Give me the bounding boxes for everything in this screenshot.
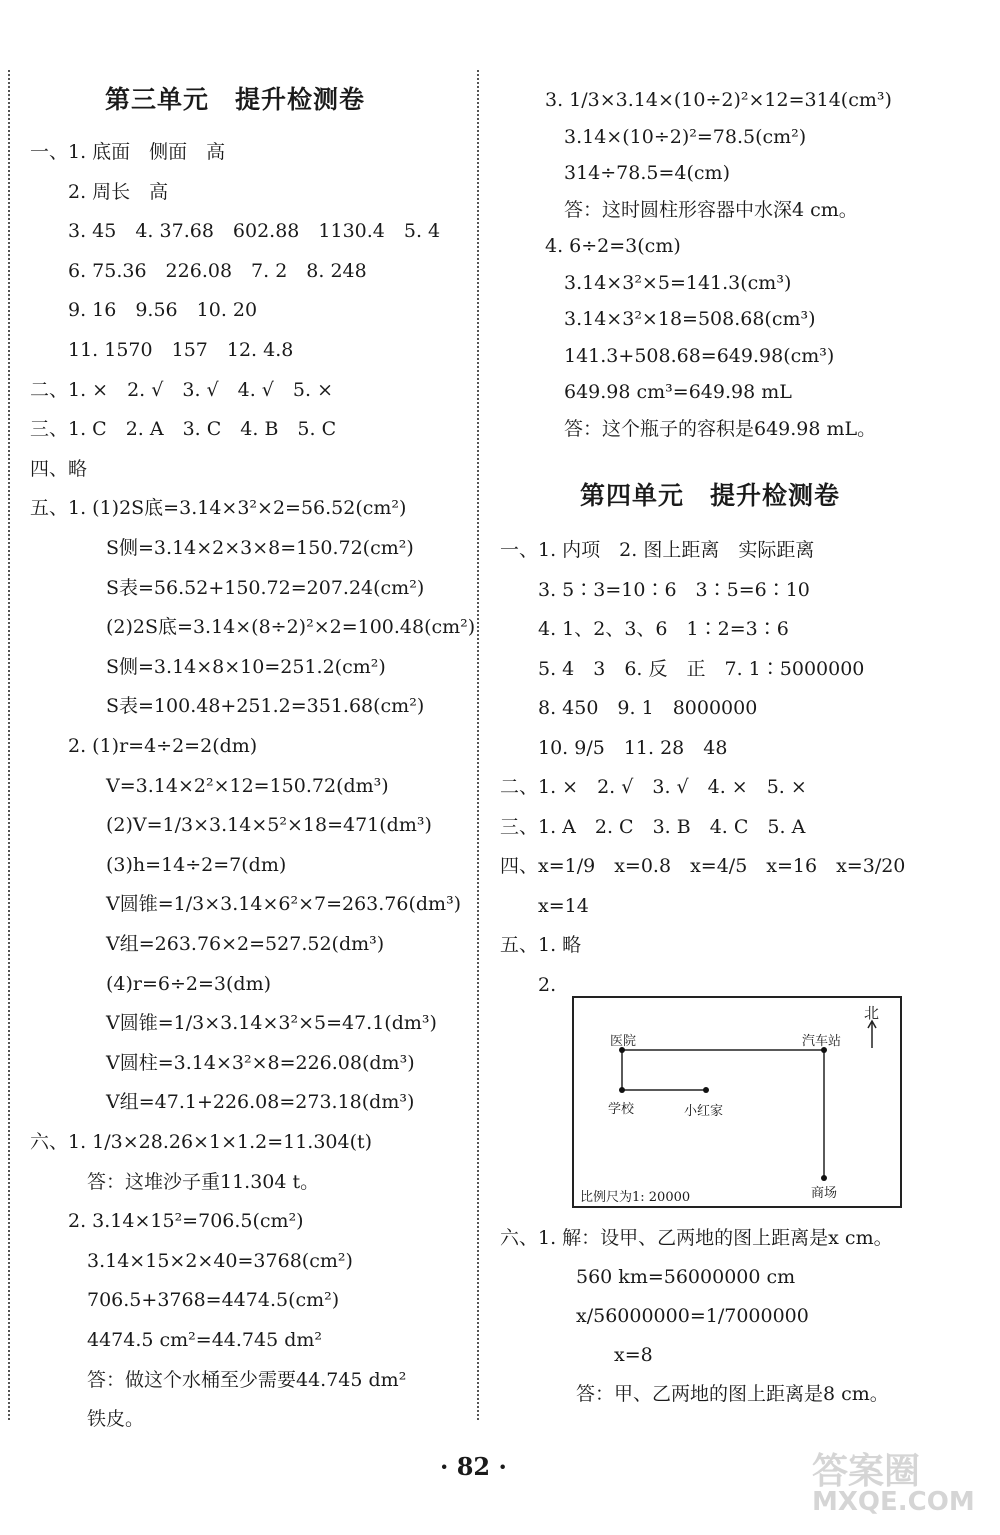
answer-line: V圆柱=3.14×3²×8=226.08(dm³)	[30, 1051, 415, 1074]
answer-line: S侧=3.14×8×10=251.2(cm²)	[30, 655, 386, 678]
answer-line: S表=100.48+251.2=351.68(cm²)	[30, 695, 425, 718]
answer-line: 答：做这个水桶至少需要44.745 dm²	[30, 1368, 407, 1391]
answer-line: 4. 6÷2=3(cm)	[545, 235, 681, 257]
answer-line: 2. (1)r=4÷2=2(dm)	[30, 735, 258, 757]
answer-line: 6. 75.36 226.08 7. 2 8. 248	[30, 259, 367, 282]
answer-line: 3. 45 4. 37.68 602.88 1130.4 5. 4	[30, 220, 441, 243]
answer-line: 2.	[500, 973, 557, 996]
market-label: 商场	[811, 1186, 838, 1201]
answer-line: (3)h=14÷2=7(dm)	[30, 853, 287, 876]
answer-line: 560 km=56000000 cm	[500, 1266, 796, 1288]
answer-line: V圆锥=1/3×3.14×3²×5=47.1(dm³)	[30, 1012, 437, 1035]
answer-line: 11. 1570 157 12. 4.8	[30, 339, 294, 361]
answer-line: 10. 9/5 11. 28 48	[500, 736, 728, 759]
unit4-title: 第四单元 提升检测卷	[580, 481, 841, 510]
answer-line: 141.3+508.68=649.98(cm³)	[545, 344, 835, 367]
answer-line: 8. 450 9. 1 8000000	[500, 697, 758, 719]
hospital-label: 医院	[610, 1034, 637, 1049]
answer-line: (2)V=1/3×3.14×5²×18=471(dm³)	[30, 814, 432, 837]
school-point	[619, 1087, 625, 1093]
answer-line: 答：这时圆柱形容器中水深4 cm。	[545, 198, 858, 221]
unit3-title: 第三单元 提升检测卷	[105, 85, 366, 114]
answer-line: 五、1. 略	[500, 934, 582, 956]
left-margin-dotted-line	[8, 70, 10, 1420]
watermark-logo	[772, 1443, 982, 1523]
bus-station-label: 汽车站	[802, 1034, 842, 1049]
answer-line: V圆锥=1/3×3.14×6²×7=263.76(dm³)	[30, 893, 462, 916]
answer-line: 答：这堆沙子重11.304 t。	[30, 1170, 320, 1193]
answer-line: 649.98 cm³=649.98 mL	[545, 381, 792, 403]
scale-label: 比例尺为1: 20000	[580, 1190, 691, 1205]
north-label: 北	[864, 1004, 880, 1022]
answer-line: 答：这个瓶子的容积是649.98 mL。	[545, 417, 877, 440]
answer-line: (4)r=6÷2=3(dm)	[30, 972, 272, 995]
answer-line: 9. 16 9.56 10. 20	[30, 299, 258, 322]
column-divider-dotted-line	[477, 70, 479, 1420]
answer-line: 4474.5 cm²=44.745 dm²	[30, 1329, 323, 1351]
watermark-domain: MXQE.COM	[812, 1487, 975, 1517]
answer-line: V组=47.1+226.08=273.18(dm³)	[30, 1091, 415, 1114]
answer-line: 3.14×3²×5=141.3(cm³)	[545, 271, 792, 294]
page-number: · 82 ·	[440, 1452, 507, 1481]
answer-line: 二、1. × 2. √ 3. √ 4. √ 5. ×	[30, 378, 333, 401]
answer-line: 答：甲、乙两地的图上距离是8 cm。	[500, 1383, 889, 1405]
answer-line: 铁皮。	[30, 1408, 145, 1431]
answer-line: V组=263.76×2=527.52(dm³)	[30, 933, 385, 955]
answer-line: x=8	[500, 1344, 653, 1366]
answer-line: 3. 1/3×3.14×(10÷2)²×12=314(cm³)	[545, 89, 892, 111]
home-point	[703, 1087, 709, 1093]
answer-line: x=14	[500, 894, 589, 917]
answer-line: (2)2S底=3.14×(8÷2)²×2=100.48(cm²)	[30, 616, 476, 639]
school-label: 学校	[608, 1102, 635, 1117]
answer-line: S侧=3.14×2×3×8=150.72(cm²)	[30, 537, 414, 559]
answer-line: 3.14×15×2×40=3768(cm²)	[30, 1249, 353, 1272]
answer-line: 3.14×(10÷2)²=78.5(cm²)	[545, 125, 807, 148]
answer-line: 3. 5∶3=10∶6 3∶5=6∶10	[500, 578, 810, 601]
answer-line: 2. 周长 高	[30, 180, 169, 203]
answer-line: 六、1. 解：设甲、乙两地的图上距离是x cm。	[500, 1227, 893, 1249]
home-label: 小红家	[684, 1104, 724, 1119]
answer-line: 六、1. 1/3×28.26×1×1.2=11.304(t)	[30, 1131, 373, 1153]
answer-line: 三、1. A 2. C 3. B 4. C 5. A	[500, 815, 806, 838]
answer-line: 3.14×3²×18=508.68(cm³)	[545, 308, 816, 330]
answer-line: 三、1. C 2. A 3. C 4. B 5. C	[30, 418, 337, 441]
answer-line: 一、1. 底面 侧面 高	[30, 141, 226, 163]
answer-line: 五、1. (1)2S底=3.14×3²×2=56.52(cm²)	[30, 497, 407, 520]
answer-line: 706.5+3768=4474.5(cm²)	[30, 1289, 340, 1312]
answer-line: 5. 4 3 6. 反 正 7. 1∶5000000	[500, 657, 865, 680]
map-diagram	[572, 996, 902, 1208]
answer-line: 314÷78.5=4(cm)	[545, 162, 730, 184]
answer-line: 二、1. × 2. √ 3. √ 4. × 5. ×	[500, 776, 807, 798]
answer-line: x/56000000=1/7000000	[500, 1305, 809, 1327]
watermark-text: 答案圈	[812, 1451, 921, 1492]
answer-line: 一、1. 内项 2. 图上距离 实际距离	[500, 539, 815, 561]
answer-line: V=3.14×2²×12=150.72(dm³)	[30, 774, 389, 797]
answer-line: 四、略	[30, 457, 88, 480]
answer-line: 四、x=1/9 x=0.8 x=4/5 x=16 x=3/20	[500, 855, 906, 877]
answer-line: 4. 1、2、3、6 1∶2=3∶6	[500, 618, 789, 640]
market-point	[821, 1175, 827, 1181]
answer-line: S表=56.52+150.72=207.24(cm²)	[30, 576, 425, 599]
answer-line: 2. 3.14×15²=706.5(cm²)	[30, 1210, 304, 1233]
